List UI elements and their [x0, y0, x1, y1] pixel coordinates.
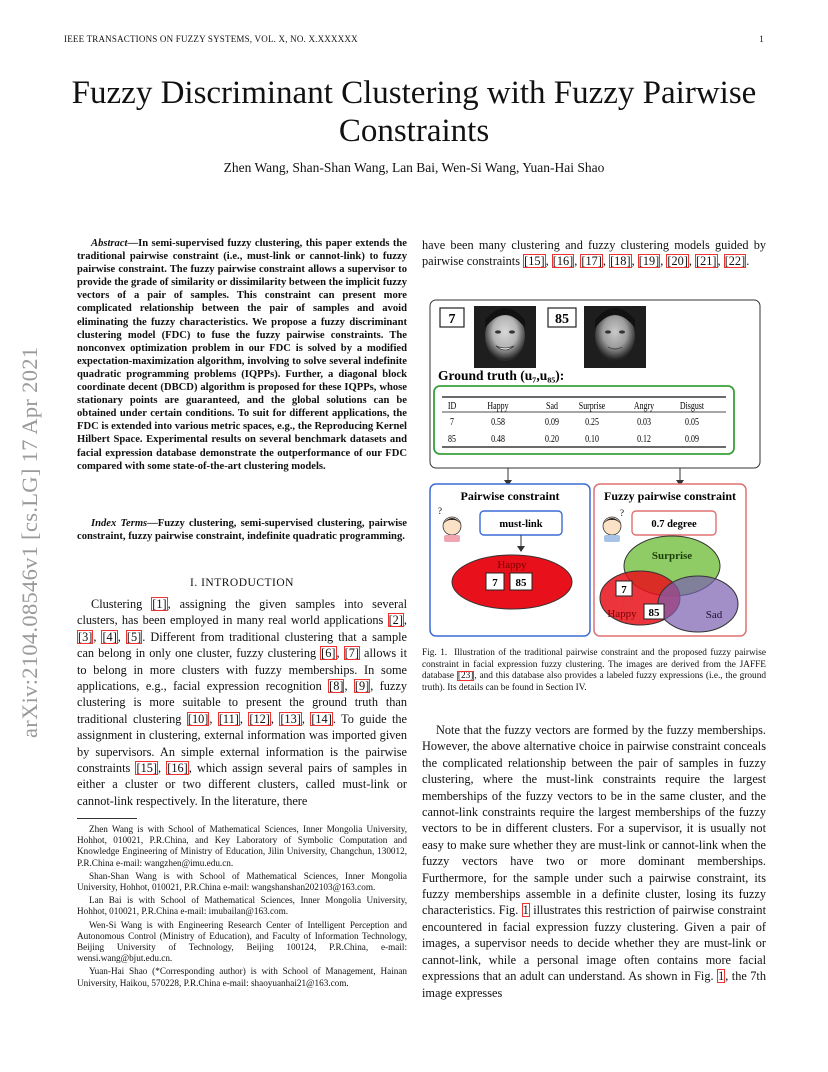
footnote: Lan Bai is with School of Mathematical Sciences, Inner Mongolia University, Hohhot, 010021, P.R.China e-mail: imubailan@163.com. — [77, 895, 407, 917]
table-cell: 7 — [450, 415, 454, 429]
left-id-85: 85 — [515, 577, 527, 589]
footnote: Zhen Wang is with School of Mathematical Sciences, Inner Mongolia University, Hohhot, 010021, P.R.China, and Key Laboratory of Symbolic Computation and Knowledge Engineering of Ministry of Education, Jilin University, Changchun, 130012, P.R.China e-mail: wangzhen@imu.edu.cn. — [77, 824, 407, 868]
abstract — [77, 237, 407, 473]
arxiv-stamp-text: arXiv:2104.08546v1 [cs.LG] 17 Apr 2021 — [17, 346, 42, 738]
face-image-7 — [474, 306, 536, 368]
table-header-cell: Angry — [633, 399, 655, 413]
right-body-paragraph: Note that the fuzzy vectors are formed by the fuzzy memberships. However, the above alternative choice in pairwise constraint conceals the complicated relationship between the pair of samples in fuzzy clustering, where the must-link constraints require the largest memberships of the fuzzy vectors to be in the same cluster, and the cannot-link constraints require the largest memberships of the fuzzy vectors to be in different clusters. For a supervisor, it is usually not easy to make sure whether they are must-link or cannot-link when the fuzzy vectors have two or more dominant memberships. Furthermore, for the sample under such a pairwise constraint, its fuzzy memberships assemble in a definite cluster, losing its fuzzy characteristics. Fig. 1 illustrates this restriction of pairwise constraint encountered in facial expression fuzzy clustering. Given a pair of images, a supervisor needs to decide whether they are must-link or cannot-link, while a personal image often contains more facial expressions that an adult can understand. As shown in Fig. 1, the 7th image expresses — [422, 723, 766, 1000]
footnote: Yuan-Hai Shao (*Corresponding author) is with School of Management, Hainan University, Haikou, 570228, P.R.China e-mail: shaoyuanhai21@163.com. — [77, 966, 407, 988]
arxiv-stamp — [6, 250, 46, 740]
table-cell: 0.09 — [545, 415, 559, 429]
table-header-cell: Sad — [546, 399, 558, 413]
table-cell: 0.12 — [637, 432, 651, 446]
table-cell: 0.25 — [585, 415, 599, 429]
fuzzy-pairwise-constraint-title: Fuzzy pairwise constraint — [604, 489, 736, 503]
table-header-cell: ID — [447, 399, 457, 413]
pairwise-constraint-title: Pairwise constraint — [460, 489, 560, 503]
index-terms-text: —Fuzzy clustering, semi-supervised clustering, pairwise constraint, fuzzy pairwise constraint, indefinite quadratic programming. — [77, 518, 407, 543]
footnote: Shan-Shan Wang is with School of Mathematical Sciences, Inner Mongolia University, Hohhot, 010021, P.R.China e-mail: wangshanshan202103@163.com. — [77, 870, 407, 893]
venn-happy-label: Happy — [607, 608, 637, 620]
table-cell: 0.10 — [585, 432, 599, 446]
svg-text:?: ? — [438, 506, 442, 516]
degree-label: 0.7 degree — [651, 519, 697, 530]
footnote: Wen-Si Wang is with Engineering Research Center of Intelligent Perception and Autonomous Control (Ministry of Education), and Faculty of Information Technology, Beijing University of Technology, Beijing 100124, P.R.China, e-mail: wensi.wang@bjut.edu.cn. — [77, 919, 407, 964]
table-cell: 0.09 — [685, 432, 699, 446]
venn-id-7: 7 — [621, 584, 627, 596]
happy-cluster-label: Happy — [497, 559, 527, 571]
right-column-body — [422, 722, 766, 1001]
index-terms — [77, 517, 407, 543]
table-header-cell: Disgust — [679, 399, 705, 413]
right-intro-paragraph: have been many clustering and fuzzy clustering models guided by pairwise constraints [15], [16], [17], [18], [19], [20], [21], [22]. — [422, 238, 766, 269]
index-terms-label: Index Terms — [91, 518, 148, 529]
table-cell: 0.20 — [545, 432, 559, 446]
page-number: 1 — [759, 34, 764, 44]
face-image-85 — [584, 306, 646, 368]
table-cell: 0.03 — [637, 415, 651, 429]
right-column-intro — [422, 237, 766, 270]
intro-section — [77, 596, 407, 809]
running-header — [64, 34, 764, 44]
abstract-label: Abstract — [91, 238, 128, 249]
must-link-label: must-link — [499, 519, 543, 530]
section-heading: I. INTRODUCTION — [190, 577, 294, 589]
paper-title: Fuzzy Discriminant Clustering with Fuzzy Pairwise Constraints — [71, 75, 757, 149]
author-list: Zhen Wang, Shan-Shan Wang, Lan Bai, Wen-Si Wang, Yuan-Hai Shao — [223, 160, 605, 175]
table-cell: 0.58 — [491, 415, 505, 429]
venn-surprise-label: Surprise — [651, 550, 693, 562]
image2-id: 85 — [555, 312, 569, 327]
abstract-text: —In semi-supervised fuzzy clustering, this paper extends the traditional pairwise constraint (i.e., must-link or cannot-link) to fuzzy pairwise constraint. The fuzzy pairwise constraint allows a supervisor to provide the grade of similarity or dissimilarity between the implicit fuzzy vectors of a pair of samples. This constraint can present more complicated relationship between the pair of samples and avoid eliminating the fuzzy characteristics. We propose a fuzzy discriminant clustering model (FDC) to fuse the fuzzy pairwise constraints. The nonconvex optimization problem in our FDC is solved by a modified expectation-maximization algorithm, involving to solve several indefinite quadratic programming problems (IQPPs). Further, a diagonal block coordinate decent (DBCD) algorithm is proposed for these IQPPs, whose stationary points are guaranteed, and the global solutions can be obtained under certain conditions. To suit for different applications, the FDC is extended into various metric spaces, e.g., the Reproducing Kernel Hilbert Space. Experimental results on several benchmark datasets and facial expression database demonstrate the outperformance of our FDC compared with some state-of-the-art clustering models. — [77, 238, 407, 472]
table-cell: 0.05 — [685, 415, 699, 429]
figure-1 — [422, 298, 766, 640]
table-header-cell: Surprise — [578, 399, 606, 413]
figure-caption: Fig. 1. Illustration of the traditional pairwise constraint and the proposed fuzzy pairwise constraint in facial expression fuzzy clustering. The images are derived from the JAFFE database [23], and this database also provides a labeled fuzzy expressions (i.e., the ground truth). Its details can be found in Section IV. — [422, 648, 766, 693]
venn-sad-label: Sad — [705, 609, 723, 621]
left-id-7: 7 — [492, 577, 498, 589]
footnotes — [77, 824, 407, 991]
footnote-divider — [77, 818, 137, 819]
image1-id: 7 — [448, 312, 456, 327]
svg-text:?: ? — [620, 508, 624, 518]
table-header-cell: Happy — [487, 399, 509, 413]
table-cell: 85 — [448, 432, 456, 446]
journal-name: IEEE TRANSACTIONS ON FUZZY SYSTEMS, VOL. X, NO. X.XXXXXX — [64, 34, 358, 44]
venn-id-85: 85 — [648, 607, 660, 619]
intro-paragraph: Clustering [1], assigning the given samples into several clusters, has been employed in many real world applications [2], [3], [4], [5]. Different from traditional clustering that a sample can belong in only one cluster, fuzzy clustering [6], [7] allows it to belong in more clusters with fuzzy memberships. In some applications, e.g., facial expression recognition [8], [9], fuzzy clustering is more suitable to present the ground truth than traditional clustering [10], [11], [12], [13], [14]. To guide the assignment in clustering, external information was imported given by supervisors. An simple external information is the pairwise constraints [15], [16], which assign several pairs of samples in either a cluster or two different clusters, called must-link or cannot-link respectively. In the literature, there — [77, 597, 408, 808]
ground-truth-title: Ground truth (u₇,u₈₅): — [438, 368, 565, 383]
venn-degree: 0.7 — [622, 597, 634, 607]
table-cell: 0.48 — [491, 432, 505, 446]
